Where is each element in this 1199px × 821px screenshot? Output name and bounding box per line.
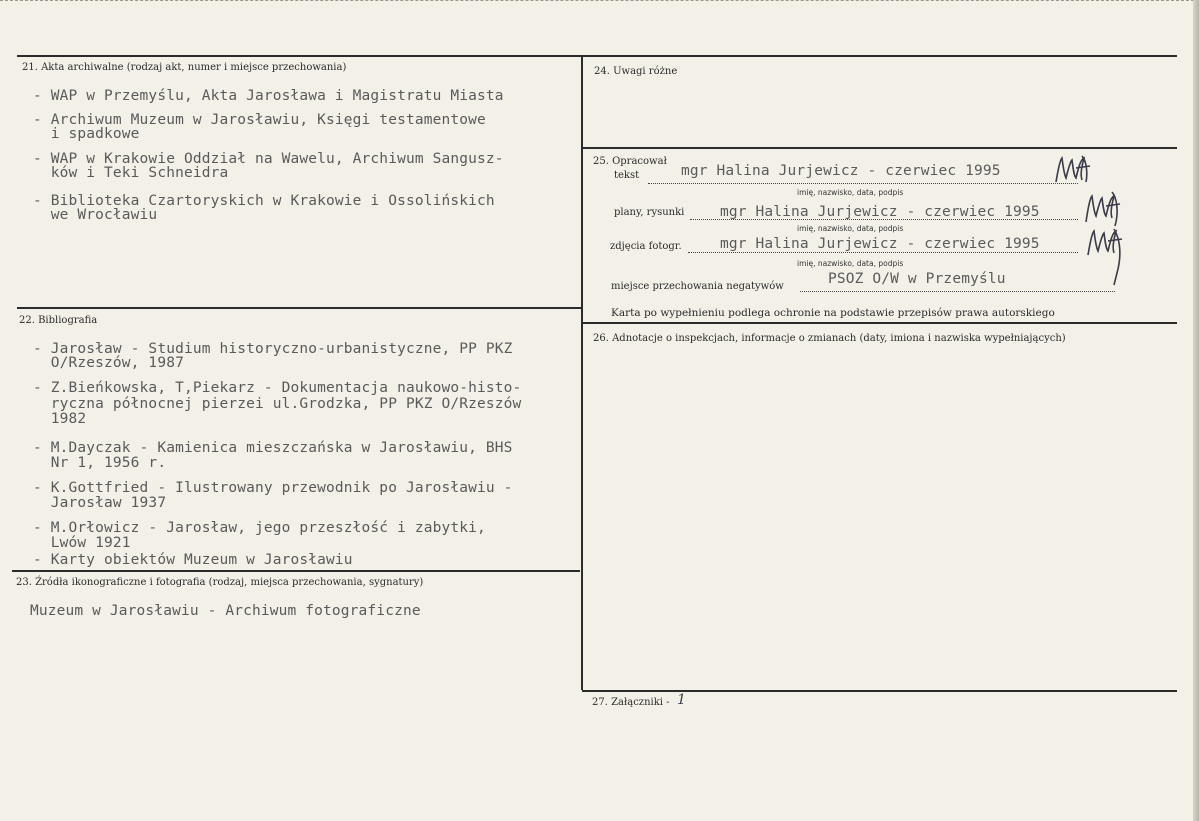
- bibliography-item-2-cont2: 1982: [33, 411, 87, 427]
- center-divider: [581, 55, 583, 690]
- tekst-line: [648, 183, 1078, 184]
- rule-25-26: [582, 322, 1177, 324]
- zdjecia-value: mgr Halina Jurjewicz - czerwiec 1995: [720, 236, 1040, 252]
- negatywy-value: PSOZ O/W w Przemyślu: [828, 271, 1006, 287]
- signature-1: [1052, 152, 1094, 188]
- section-26-label: 26. Adnotacje o inspekcjach, informacje o zmianach (daty, imiona i nazwiska wypełniających): [593, 333, 1066, 344]
- bibliography-item-5-cont: Lwów 1921: [33, 535, 131, 551]
- copyright-note: Karta po wypełnieniu podlega ochronie na podstawie przepisów prawa autorskiego: [611, 307, 1055, 319]
- archival-item-3-cont: ków i Teki Schneidra: [33, 165, 229, 181]
- zdjecia-label: zdjęcia fotogr.: [610, 241, 682, 252]
- tekst-label: tekst: [614, 170, 640, 181]
- zdjecia-caption: imię, nazwisko, data, podpis: [797, 259, 904, 268]
- section-24-label: 24. Uwagi różne: [594, 66, 678, 77]
- plany-caption: imię, nazwisko, data, podpis: [797, 224, 904, 233]
- attachments-count: 1: [677, 692, 686, 708]
- section-22-label: 22. Bibliografia: [19, 315, 98, 326]
- section-27-label: 27. Załączniki -: [592, 697, 670, 708]
- cut-line-top: [0, 0, 1199, 2]
- bibliography-item-5: - M.Orłowicz - Jarosław, jego przeszłość i zabytki,: [33, 520, 486, 536]
- card-edge: [1193, 0, 1199, 821]
- bibliography-item-4: - K.Gottfried - Ilustrowany przewodnik po Jarosławiu -: [33, 480, 513, 496]
- negatywy-line: [800, 291, 1115, 292]
- rule-26-27: [582, 690, 1177, 692]
- archival-item-2: - Archiwum Muzeum w Jarosławiu, Księgi testamentowe: [33, 112, 486, 128]
- archival-item-4: - Biblioteka Czartoryskich w Krakowie i Ossolińskich: [33, 193, 495, 209]
- archival-item-4-cont: we Wrocławiu: [33, 207, 158, 223]
- bibliography-item-6: - Karty obiektów Muzeum w Jarosławiu: [33, 552, 353, 568]
- tekst-value: mgr Halina Jurjewicz - czerwiec 1995: [681, 163, 1001, 179]
- rule-22-23: [12, 570, 580, 572]
- bibliography-item-2-cont: ryczna północnej pierzei ul.Grodzka, PP PKZ O/Rzeszów: [33, 396, 522, 412]
- section-23-label: 23. Źródła ikonograficzne i fotografia (rodzaj, miejsca przechowania, sygnatury): [16, 577, 424, 588]
- bibliography-item-1: - Jarosław - Studium historyczno-urbanistyczne, PP PKZ: [33, 341, 513, 357]
- bibliography-item-4-cont: Jarosław 1937: [33, 495, 167, 511]
- bibliography-item-2: - Z.Bieńkowska, T,Piekarz - Dokumentacja naukowo-histo-: [33, 380, 522, 396]
- rule-24-25: [582, 147, 1177, 149]
- top-rule: [17, 55, 1177, 57]
- plany-label: plany, rysunki: [614, 207, 685, 218]
- rule-21-22: [17, 307, 582, 309]
- archival-item-2-cont: i spadkowe: [33, 126, 140, 142]
- bibliography-item-3: - M.Dayczak - Kamienica mieszczańska w Jarosławiu, BHS: [33, 440, 513, 456]
- section-21-label: 21. Akta archiwalne (rodzaj akt, numer i miejsce przechowania): [22, 62, 347, 73]
- signature-3: [1084, 225, 1126, 287]
- zdjecia-line: [688, 252, 1078, 253]
- archival-item-3: - WAP w Krakowie Oddział na Wawelu, Archiwum Sangusz-: [33, 151, 504, 167]
- section-25-label: 25. Opracował: [593, 156, 667, 167]
- bibliography-item-3-cont: Nr 1, 1956 r.: [33, 455, 167, 471]
- tekst-caption: imię, nazwisko, data, podpis: [797, 188, 904, 197]
- iconography-source: Muzeum w Jarosławiu - Archiwum fotograficzne: [30, 603, 421, 619]
- signature-2: [1082, 188, 1124, 228]
- negatywy-label: miejsce przechowania negatywów: [611, 281, 784, 292]
- plany-value: mgr Halina Jurjewicz - czerwiec 1995: [720, 204, 1040, 220]
- archival-item-1: - WAP w Przemyślu, Akta Jarosława i Magistratu Miasta: [33, 88, 504, 104]
- bibliography-item-1-cont: O/Rzeszów, 1987: [33, 355, 184, 371]
